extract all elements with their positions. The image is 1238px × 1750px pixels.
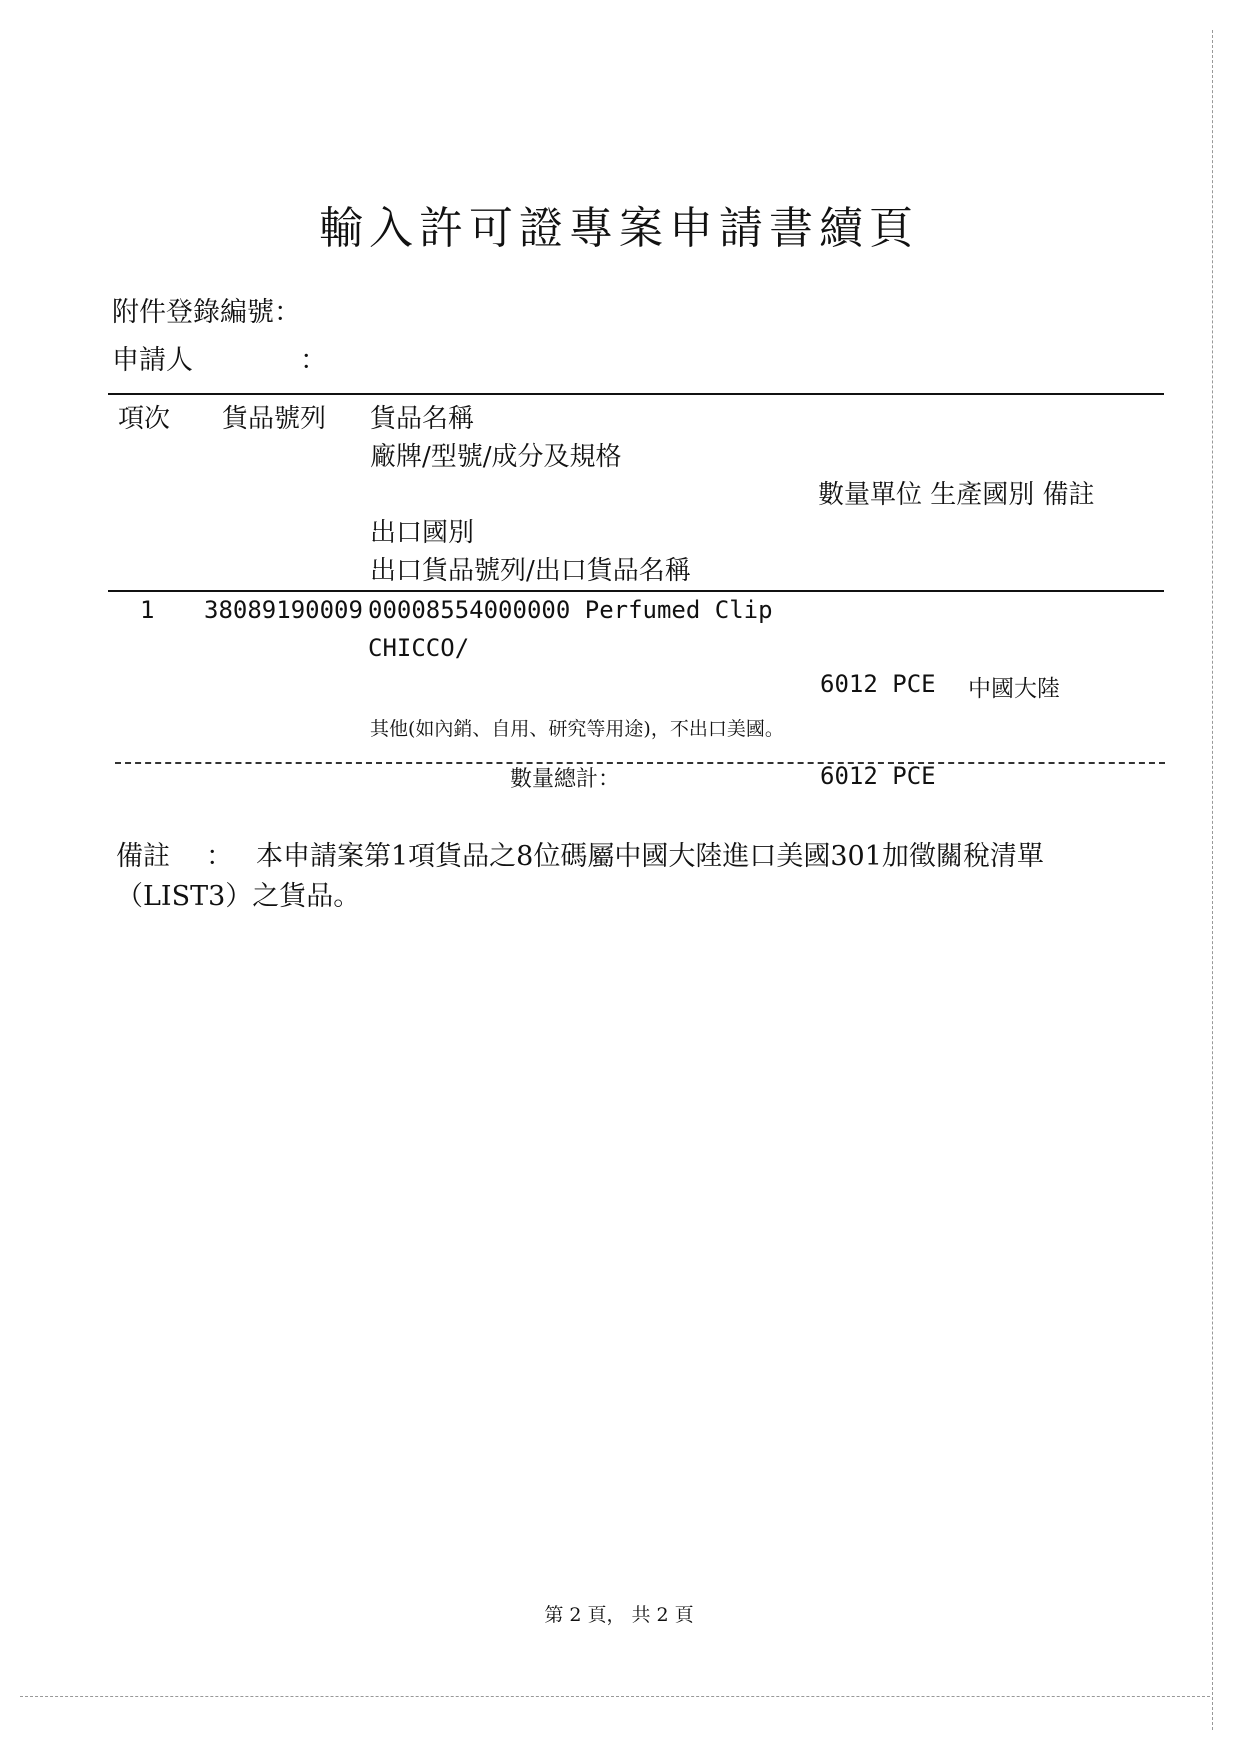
row-origin: 中國大陸 bbox=[968, 676, 1060, 702]
header-top-rule bbox=[108, 393, 1164, 395]
row-brand: CHICCO/ bbox=[368, 634, 470, 662]
remark-line-1: 本申請案第1項貨品之8位碼屬中國大陸進口美國301加徵關稅清單 bbox=[256, 841, 1044, 872]
header-goods-name: 貨品名稱 bbox=[370, 404, 475, 434]
header-brand-spec: 廠牌/型號/成分及規格 bbox=[370, 442, 622, 472]
header-item-no: 項次 bbox=[118, 404, 171, 434]
applicant-label: 申請人 bbox=[112, 345, 193, 376]
row-goods-code: 38089190009 bbox=[204, 596, 363, 624]
page-footer: 第 2 頁， 共 2 頁 bbox=[544, 1604, 694, 1626]
row-goods-name: 00008554000000 Perfumed Clip bbox=[368, 596, 773, 624]
header-qty-unit-country-note: 數量單位 生產國別 備註 bbox=[818, 480, 1095, 510]
row-item-no: 1 bbox=[140, 596, 155, 624]
header-bottom-rule bbox=[108, 590, 1164, 592]
header-export-goods: 出口貨品號列/出口貨品名稱 bbox=[370, 556, 691, 586]
remark-label: 備註 bbox=[116, 841, 170, 872]
row-quantity: 6012 PCE bbox=[820, 670, 936, 698]
applicant-colon: ： bbox=[300, 345, 327, 376]
document-title: 輸入許可證專案申請書續頁 bbox=[319, 203, 919, 254]
attachment-label: 附件登錄編號： bbox=[112, 297, 301, 328]
total-value: 6012 PCE bbox=[820, 762, 936, 790]
header-export-country: 出口國別 bbox=[370, 518, 475, 548]
row-purpose: 其他(如內銷、自用、研究等用途)，不出口美國。 bbox=[370, 718, 784, 740]
total-dashed-rule bbox=[115, 762, 1165, 764]
header-goods-code: 貨品號列 bbox=[222, 404, 327, 434]
scan-edge-bottom bbox=[20, 1696, 1210, 1697]
scan-edge-right bbox=[1212, 30, 1213, 1730]
total-label: 數量總計： bbox=[510, 767, 621, 792]
remark-line-2: （LIST3）之貨品。 bbox=[116, 881, 361, 912]
remark-colon: ： bbox=[206, 841, 233, 872]
